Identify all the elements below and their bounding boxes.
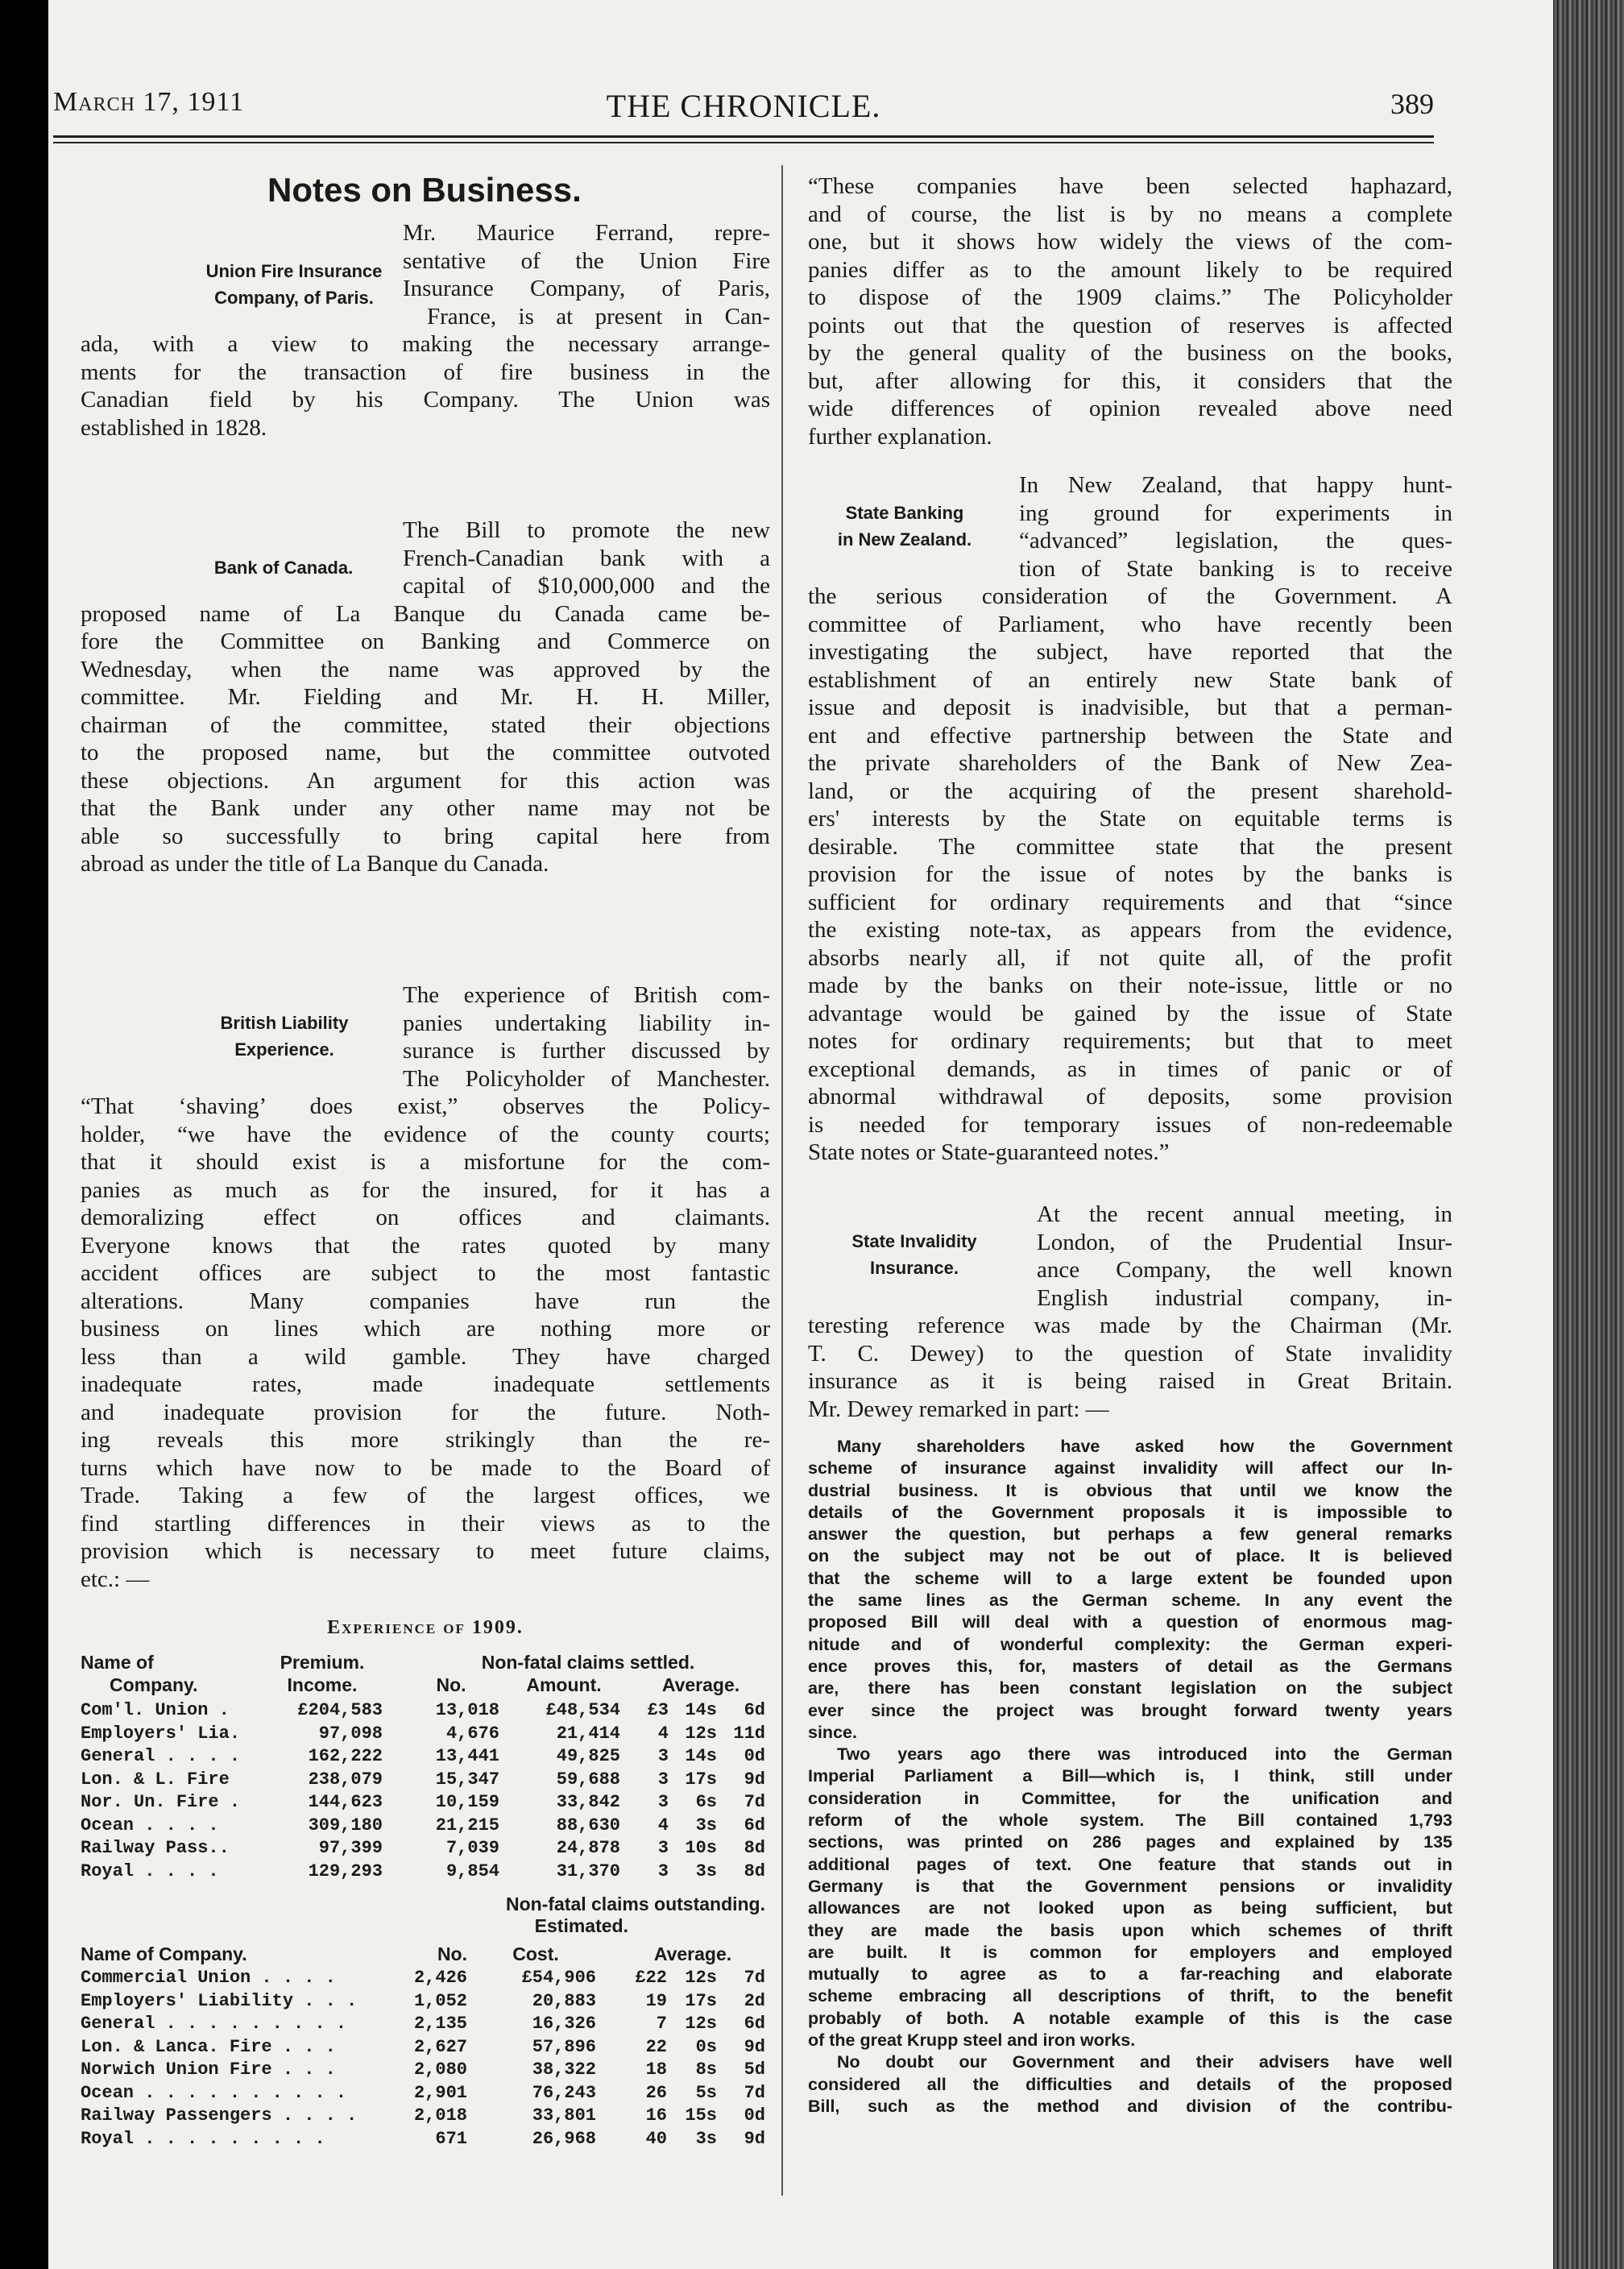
text-line: establishment of an entirely new State bank of [808, 666, 1452, 693]
table-cell: 17s [685, 1990, 717, 2011]
table-cell: Lon. & L. Fire [81, 1769, 230, 1790]
text-line: the serious consideration of the Government. A [808, 583, 1452, 609]
table-cell: 1,052 [413, 1990, 467, 2011]
text-line: find startling differences in their views as to the [81, 1510, 770, 1537]
table-cell: 7d [744, 1968, 765, 1988]
table-cell: 16 [645, 2105, 667, 2126]
table-cell: Ocean . . . . . . . . . . [81, 2082, 347, 2103]
table-header-cell: No. [436, 1674, 466, 1695]
table-header-cell: Name of [81, 1652, 154, 1673]
text-line: dustrial business. It is obvious that until we know the [808, 1480, 1452, 1500]
text-line: and inadequate provision for the future. Noth- [81, 1399, 770, 1425]
text-line: capital of $10,000,000 and the [403, 573, 770, 599]
table-cell: Royal . . . . . . . . . [81, 2128, 325, 2149]
table-cell: Employers' Liability . . . [81, 1990, 358, 2011]
table-row [81, 2014, 773, 2036]
table-row [81, 2060, 773, 2082]
table-cell: 5d [744, 2060, 765, 2080]
table-cell: 8d [744, 1838, 765, 1858]
table-cell: 59,688 [556, 1769, 620, 1790]
page-header [53, 87, 1434, 135]
table-cell: Ocean . . . . [81, 1815, 219, 1836]
text-line: demoralizing effect on offices and claimants. [81, 1205, 770, 1230]
side-label-line: Company, of Paris. [214, 288, 374, 308]
table-cell: 22 [645, 2036, 667, 2057]
side-label-line: British Liability [220, 1013, 349, 1033]
table-cell: Royal . . . . [81, 1860, 219, 1881]
text-line: The Policyholder of Manchester. [403, 1065, 770, 1092]
table-cell: 7 [656, 2014, 667, 2034]
table-cell: 0s [695, 2036, 717, 2057]
table-header-cell: Average. [661, 1674, 740, 1695]
text-line: State notes or State-guaranteed notes.” [808, 1139, 1170, 1165]
table-row [81, 2129, 773, 2151]
book-spine-edge [1553, 0, 1624, 2269]
side-label-line: State Invalidity [851, 1231, 977, 1251]
text-line: able so successfully to bring capital here from [81, 823, 770, 849]
table-header-cell: Income. [287, 1674, 358, 1695]
text-line: Wednesday, when the name was approved by the [81, 656, 770, 682]
text-line: is needed for temporary issues of non-redeemable [808, 1111, 1452, 1138]
text-line: probably of both. A notable example of this is the case [808, 2008, 1452, 2028]
text-line: Many shareholders have asked how the Government [837, 1437, 1452, 1456]
text-line: inadequate rates, made inadequate settlements [81, 1371, 770, 1397]
text-line: business on lines which are nothing more or [81, 1316, 770, 1342]
article-bank-of-canada [81, 516, 770, 878]
table-row [81, 2083, 773, 2105]
side-label-line: Experience. [234, 1039, 334, 1060]
table-cell: 309,180 [308, 1815, 383, 1836]
text-line: panies as much as for the insured, for it has a [81, 1176, 770, 1203]
text-line: they are made the basis upon which schemes of thrift [808, 1920, 1452, 1940]
table-cell: 2,627 [413, 2036, 467, 2057]
table-cell: 21,215 [435, 1815, 499, 1836]
table-cell: 9d [744, 2036, 765, 2057]
outstanding-table [81, 1943, 773, 2169]
text-line: of the great Krupp steel and iron works. [808, 2030, 1136, 2051]
text-line: scheme of insurance against invalidity will affect our In- [808, 1458, 1452, 1479]
table-cell: 3 [657, 1838, 669, 1858]
text-line: ance Company, the well known [1037, 1257, 1452, 1283]
table-cell: 40 [645, 2128, 667, 2149]
table-row [81, 1769, 773, 1792]
text-line: are, there has been constant legislation on the subject [808, 1678, 1452, 1699]
text-line: are built. It is common for employers and employed [808, 1942, 1452, 1962]
text-line: to dispose of the 1909 claims.” The Policyholder [808, 284, 1452, 310]
text-line: abnormal withdrawal of deposits, some provision [808, 1084, 1452, 1110]
text-line: notes for ordinary requirements; but that to meet [808, 1028, 1452, 1054]
table-header-row [81, 1943, 773, 1966]
text-line: Everyone knows that the rates quoted by many [81, 1232, 770, 1259]
table-cell: General . . . . . . . . . [81, 2014, 347, 2034]
text-line: by the general quality of the business on the books, [808, 340, 1452, 366]
text-line: ers' interests by the State on equitable terms is [808, 806, 1452, 832]
text-line: additional pages of text. One feature that stands out in [808, 1854, 1452, 1874]
quoted-speech-text [808, 1436, 1452, 2118]
table-cell: 2d [744, 1990, 765, 2011]
table-cell: 12s [685, 1968, 717, 1988]
table-cell: 2,901 [413, 2082, 467, 2103]
table-cell: General . . . . [81, 1746, 241, 1766]
table-row [81, 1815, 773, 1838]
table-cell: 13,441 [435, 1746, 499, 1766]
table-cell: 8d [744, 1860, 765, 1881]
text-line: land, or the acquiring of the present sharehold- [808, 778, 1452, 804]
text-line: London, of the Prudential Insur- [1037, 1229, 1452, 1255]
table-cell: Railway Pass.. [81, 1838, 230, 1858]
text-line: further explanation. [808, 423, 992, 450]
text-line: Bill, such as the method and division of the contribu- [808, 2096, 1452, 2116]
table-cell: 10,159 [435, 1792, 499, 1812]
table-cell: 14s [685, 1700, 717, 1720]
text-line: Trade. Taking a few of the largest offices, we [81, 1483, 770, 1508]
table-row [81, 1746, 773, 1769]
text-line: ence proves this, for, masters of detail as the Germans [808, 1656, 1452, 1676]
table-cell: 14s [685, 1746, 717, 1766]
text-line: wide differences of opinion revealed above need [808, 396, 1452, 421]
header-rule-thin [53, 142, 1434, 143]
text-line: points out that the question of reserves is affected [808, 312, 1452, 338]
table-cell: 2,426 [413, 1968, 467, 1988]
text-line: absorbs nearly all, if not quite all, of the profit [808, 944, 1452, 971]
table-cell: 38,322 [532, 2060, 596, 2080]
table-title-outstanding [81, 1894, 773, 1937]
table-cell: 26 [645, 2082, 667, 2103]
text-line: The Bill to promote the new [403, 517, 770, 543]
table-header-cell: Name of Company. [81, 1943, 247, 1964]
text-line: issue and deposit is inadvisible, but that a perman- [808, 695, 1452, 720]
side-label-line: Union Fire Insurance [205, 261, 383, 281]
text-line: that the scheme will to a large extent be founded upon [808, 1568, 1452, 1588]
text-line: sections, was printed on 286 pages and explained by 135 [808, 1832, 1452, 1852]
table-cell: 5s [695, 2082, 717, 2103]
text-line: nitude and of wonderful complexity: the German experi- [808, 1634, 1452, 1654]
table-cell: 9d [744, 2128, 765, 2149]
text-line: reform of the whole system. The Bill contained 1,793 [808, 1811, 1452, 1831]
text-line: In New Zealand, that happy hunt- [1019, 472, 1452, 498]
table-header-cell: Average. [653, 1943, 732, 1964]
text-line: Imperial Parliament a Bill—which is, I think, still under [808, 1766, 1452, 1786]
table-header-row [81, 1674, 773, 1697]
table-cell: Com'l. Union . [81, 1700, 230, 1720]
table-cell: 3 [657, 1792, 669, 1812]
text-line: investigating the subject, have reported that the [808, 639, 1452, 665]
table-cell: 3 [657, 1860, 669, 1881]
table-cell: 12s [685, 1723, 717, 1744]
table-cell: Norwich Union Fire . . . [81, 2060, 336, 2080]
text-line: abroad as under the title of La Banque du Canada. [81, 851, 549, 877]
text-line: fore the Committee on Banking and Commerce on [81, 628, 770, 654]
side-label-line: State Banking [845, 503, 964, 523]
table-cell: 26,968 [532, 2128, 596, 2149]
text-line: English industrial company, in- [1037, 1284, 1452, 1311]
table-cell: 12s [685, 2014, 717, 2034]
text-line: alterations. Many companies have run the [81, 1288, 770, 1314]
text-line: established in 1828. [81, 414, 267, 441]
table-row [81, 1792, 773, 1815]
table-cell: 76,243 [532, 2082, 596, 2103]
text-line: scheme embracing all descriptions of thrift, to the benefit [808, 1986, 1452, 2006]
text-line: French-Canadian bank with a [403, 545, 770, 571]
text-line: less than a wild gamble. They have charged [81, 1343, 770, 1370]
text-line: panies differ as to the amount likely to be required [808, 256, 1452, 283]
table-cell: 15,347 [435, 1769, 499, 1790]
text-line: allowances are not looked upon as being sufficient, but [808, 1898, 1452, 1918]
text-line: advantage would be gained by the issue of State [808, 1000, 1452, 1027]
text-line: mutually to agree as to a far-reaching and elaborate [808, 1964, 1452, 1985]
table-cell: 57,896 [532, 2036, 596, 2057]
text-line: desirable. The committee state that the present [808, 833, 1452, 860]
table-cell: Railway Passengers . . . . [81, 2105, 358, 2126]
text-line: panies undertaking liability in- [403, 1010, 770, 1036]
table-cell: 0d [744, 1746, 765, 1766]
text-line: holder, “we have the evidence of the county courts; [81, 1121, 770, 1147]
table-cell: 9,854 [445, 1860, 499, 1881]
column-separator [781, 165, 783, 2196]
text-line: sentative of the Union Fire [403, 247, 770, 274]
table-cell: Commercial Union . . . . [81, 1968, 336, 1988]
text-line: committee. Mr. Fielding and Mr. H. H. Miller, [81, 684, 770, 710]
text-line: turns which have now to be made to the Board of [81, 1454, 770, 1481]
table-cell: 6d [744, 1700, 765, 1720]
text-line: teresting reference was made by the Chairman (Mr. [808, 1313, 1452, 1338]
text-line: proposed Bill will deal with a question of enormous mag- [808, 1612, 1452, 1632]
text-line: “advanced” legislation, the ques- [1019, 528, 1452, 554]
table-cell: 129,293 [308, 1860, 383, 1881]
text-line: ments for the transaction of fire business in the [81, 359, 770, 385]
table-cell: 24,878 [556, 1838, 620, 1858]
table-cell: 10s [685, 1838, 717, 1858]
article-british-liability [81, 981, 770, 1593]
text-line: that the Bank under any other name may not be [81, 795, 770, 821]
table-cell: 238,079 [308, 1769, 383, 1790]
table-cell: £3 [647, 1700, 669, 1720]
side-label-line: Bank of Canada. [213, 558, 354, 578]
table-title-line: Estimated. [534, 1915, 628, 1936]
text-line: proposed name of La Banque du Canada came be- [81, 600, 770, 627]
table-cell: 7,039 [445, 1838, 499, 1858]
table-cell: 15s [685, 2105, 717, 2126]
table-cell: 16,326 [532, 2014, 596, 2034]
text-line: on the subject may not be out of place. It is believed [808, 1546, 1452, 1566]
text-line: provision which is necessary to meet future claims, [81, 1538, 770, 1564]
table-cell: £48,534 [545, 1700, 620, 1720]
text-line: since. [808, 1722, 857, 1742]
table-cell: 0d [744, 2105, 765, 2126]
table-cell: Lon. & Lanca. Fire . . . [81, 2036, 336, 2057]
article-state-invalidity [808, 1201, 1452, 1423]
text-line: surance is further discussed by [403, 1038, 770, 1064]
text-line: etc.: — [81, 1566, 150, 1592]
table-cell: 3 [657, 1746, 669, 1766]
table-row [81, 2105, 773, 2128]
table-cell: 2,018 [413, 2105, 467, 2126]
table-cell: 6d [744, 2014, 765, 2034]
table-cell: £204,583 [297, 1700, 383, 1720]
table-header-cell: Non-fatal claims settled. [481, 1652, 695, 1673]
table-cell: 19 [645, 1990, 667, 2011]
text-line: that it should exist is a misfortune for the com- [81, 1149, 770, 1175]
table-cell: 31,370 [556, 1860, 620, 1881]
table-cell: 3 [657, 1769, 669, 1790]
text-line: details of the Government proposals it is impossible to [808, 1502, 1452, 1522]
table-header-cell: Amount. [526, 1674, 602, 1695]
table-cell: 49,825 [556, 1746, 620, 1766]
table-cell: 4 [657, 1723, 669, 1744]
article-continuation [808, 172, 1452, 450]
table-cell: 20,883 [532, 1990, 596, 2011]
section-headline: Notes on Business. [267, 171, 582, 209]
text-line: ing ground for experiments in [1019, 500, 1452, 526]
text-line: sufficient for ordinary requirements and that “since [808, 889, 1452, 915]
table-title-experience: Experience of 1909. [327, 1617, 524, 1638]
table-row [81, 1861, 773, 1884]
table-cell: Nor. Un. Fire . [81, 1792, 241, 1812]
table-cell: 3s [695, 2128, 717, 2149]
side-label-line: Insurance. [869, 1258, 959, 1278]
text-line: insurance as it is being raised in Great Britain. [808, 1368, 1452, 1394]
text-line: At the recent annual meeting, in [1037, 1201, 1452, 1227]
text-line: consideration in Committee, for the unification and [808, 1788, 1452, 1808]
table-cell: 33,801 [532, 2105, 596, 2126]
table-cell: 3s [695, 1815, 717, 1836]
text-line: Canadian field by his Company. The Union was [81, 387, 770, 413]
text-line: made by the banks on their note-issue, little or no [808, 973, 1452, 998]
text-line: to the proposed name, but the committee outvoted [81, 740, 770, 765]
text-line: Mr. Dewey remarked in part: — [808, 1396, 1109, 1422]
text-line: chairman of the committee, stated their objections [81, 711, 770, 738]
table-cell: 13,018 [435, 1700, 499, 1720]
table-cell: 2,135 [413, 2014, 467, 2034]
table-cell: Employers' Lia. [81, 1723, 241, 1744]
text-line: Insurance Company, of Paris, [403, 276, 770, 301]
text-line: ever since the project was brought forward twenty years [808, 1700, 1452, 1720]
table-cell: 162,222 [308, 1746, 383, 1766]
text-line: France, is at present in Can- [427, 303, 770, 330]
text-line: committee of Parliament, who have recently been [808, 611, 1452, 637]
header-rule [53, 135, 1434, 138]
table-row [81, 1991, 773, 2014]
table-cell: 4,676 [445, 1723, 499, 1744]
table-cell: 3s [695, 1860, 717, 1881]
table-row [81, 1968, 773, 1990]
table-row [81, 1838, 773, 1860]
table-header-cell: Premium. [280, 1652, 365, 1673]
table-cell: 7d [744, 2082, 765, 2103]
table-cell: 8s [695, 2060, 717, 2080]
table-header-row [81, 1652, 773, 1674]
table-cell: 18 [645, 2060, 667, 2080]
text-line: answer the question, but perhaps a few general remarks [808, 1524, 1452, 1545]
text-line: and of course, the list is by no means a complete [808, 201, 1452, 227]
text-line: Germany is that the Government pensions or invalidity [808, 1876, 1452, 1896]
text-line: accident offices are subject to the most fantastic [81, 1260, 770, 1286]
publication-title: THE CHRONICLE. [606, 88, 881, 124]
table-cell: 4 [657, 1815, 669, 1836]
table-cell: 33,842 [556, 1792, 620, 1812]
table-title-line: Non-fatal claims outstanding. [505, 1894, 765, 1914]
table-cell: 17s [685, 1769, 717, 1790]
text-line: these objections. An argument for this action was [81, 767, 770, 794]
table-cell: 671 [435, 2128, 467, 2149]
text-line: Two years ago there was introduced into the German [837, 1744, 1452, 1765]
table-row [81, 1724, 773, 1746]
article-union-fire [81, 219, 770, 442]
text-line: exceptional demands, as in times of panic or of [808, 1056, 1452, 1082]
text-line: tion of State banking is to receive [1019, 555, 1452, 582]
text-line: ent and effective partnership between the State and [808, 722, 1452, 749]
side-label-line: in New Zealand. [837, 529, 972, 550]
table-cell: 9d [744, 1769, 765, 1790]
text-line: one, but it shows how widely the views of the com- [808, 229, 1452, 255]
text-line: provision for the issue of notes by the banks is [808, 861, 1452, 887]
table-cell: 21,414 [556, 1723, 620, 1744]
table-header-cell: Company. [110, 1674, 198, 1695]
text-line: The experience of British com- [403, 982, 770, 1008]
table-cell: 6d [744, 1815, 765, 1836]
table-cell: 97,399 [318, 1838, 383, 1858]
text-line: Mr. Maurice Ferrand, repre- [403, 220, 770, 246]
text-line: “That ‘shaving’ does exist,” observes the Policy- [81, 1093, 770, 1119]
text-line: considered all the difficulties and details of the proposed [808, 2074, 1452, 2094]
table-cell: £22 [635, 1968, 667, 1988]
table-cell: 6s [695, 1792, 717, 1812]
text-line: ing reveals this more strikingly than the re- [81, 1427, 770, 1453]
text-line: No doubt our Government and their advisers have well [837, 2052, 1452, 2072]
text-line: the existing note-tax, as appears from the evidence, [808, 917, 1452, 943]
page-number: 389 [1390, 88, 1434, 120]
table-cell: 88,630 [556, 1815, 620, 1836]
issue-date: March 17, 1911 [53, 87, 245, 117]
table-row [81, 1700, 773, 1723]
table-cell: 2,080 [413, 2060, 467, 2080]
text-line: T. C. Dewey) to the question of State invalidity [808, 1340, 1452, 1367]
table-header-cell: Cost. [512, 1943, 559, 1964]
table-cell: 97,098 [318, 1723, 383, 1744]
table-cell: 144,623 [308, 1792, 383, 1812]
text-line: the same lines as the German scheme. In any event the [808, 1591, 1452, 1611]
table-header-cell: No. [437, 1943, 467, 1964]
table-cell: 11d [733, 1723, 765, 1744]
table-cell: £54,906 [521, 1968, 596, 1988]
text-line: the private shareholders of the Bank of New Zea- [808, 750, 1452, 776]
table-row [81, 2037, 773, 2060]
text-line: ada, with a view to making the necessary arrange- [81, 331, 770, 357]
article-state-banking [808, 471, 1452, 1167]
text-line: but, after allowing for this, it considers that the [808, 367, 1452, 394]
experience-table [81, 1652, 773, 1894]
table-cell: 7d [744, 1792, 765, 1812]
text-line: “These companies have been selected haphazard, [808, 173, 1452, 199]
